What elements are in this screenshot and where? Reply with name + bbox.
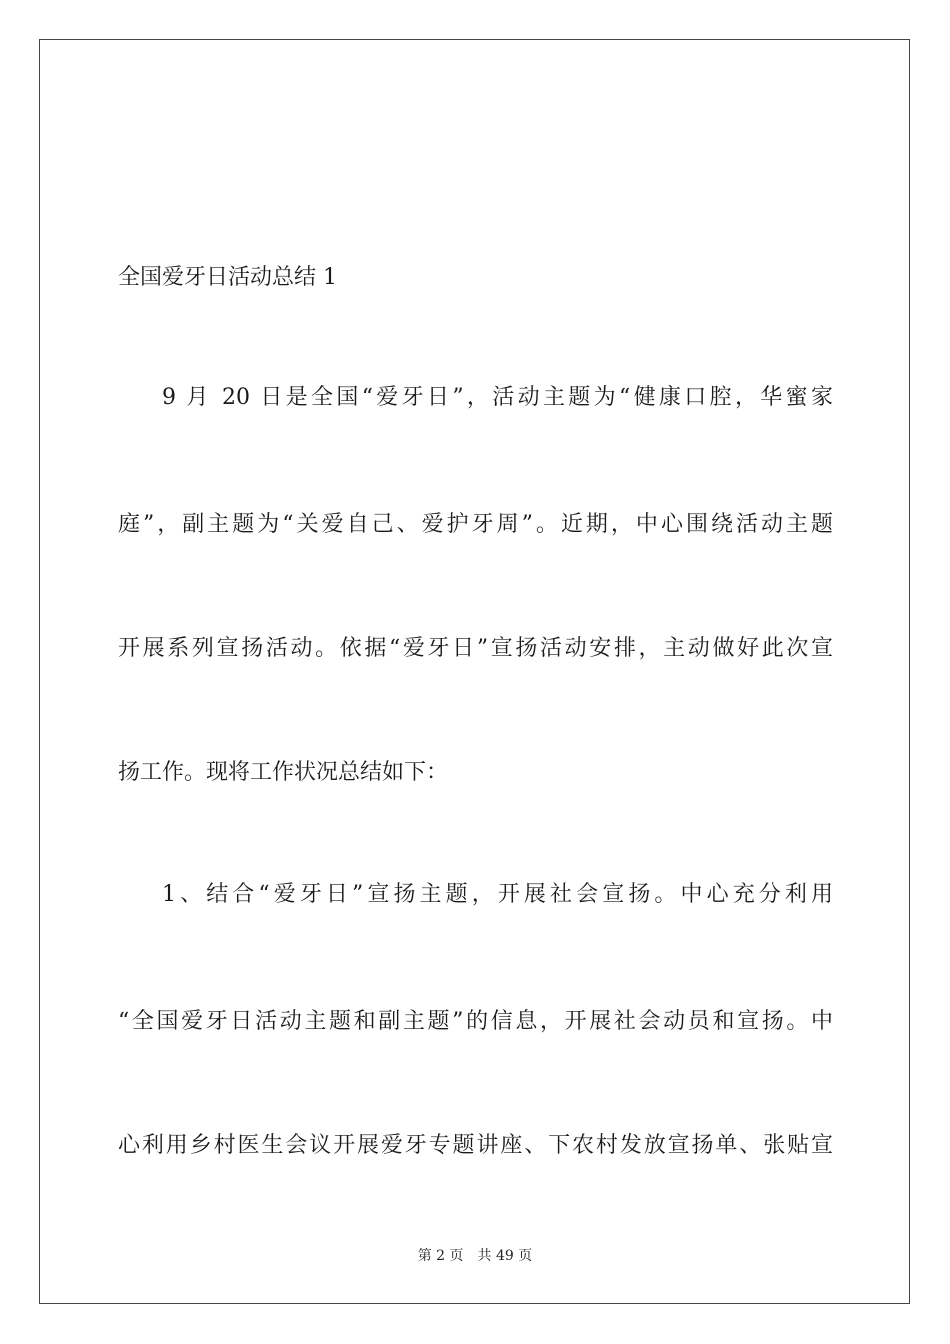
paragraph-line: 开展系列宣扬活动。依据“爱牙日”宣扬活动安排，主动做好此次宣 bbox=[118, 636, 833, 661]
page-footer bbox=[0, 1247, 950, 1265]
paragraph-line: 9 月 20 日是全国“爱牙日”，活动主题为“健康口腔，华蜜家 bbox=[162, 385, 833, 410]
paragraph-line: 扬工作。现将工作状况总结如下： bbox=[118, 760, 449, 785]
document-title: 全国爱牙日活动总结 1 bbox=[118, 265, 337, 290]
paragraph-line: “全国爱牙日活动主题和副主题”的信息，开展社会动员和宣扬。中 bbox=[118, 1009, 833, 1034]
page-border bbox=[39, 39, 910, 1304]
paragraph-line: 1、结合“爱牙日”宣扬主题，开展社会宣扬。中心充分利用 bbox=[162, 882, 833, 907]
paragraph-line: 心利用乡村医生会议开展爱牙专题讲座、下农村发放宣扬单、张贴宣 bbox=[118, 1133, 833, 1158]
paragraph-line: 庭”，副主题为“关爱自己、爱护牙周”。近期，中心围绕活动主题 bbox=[118, 512, 833, 537]
page-total: 共 49 页 bbox=[477, 1248, 533, 1264]
page-number: 第 2 页 bbox=[417, 1248, 464, 1264]
